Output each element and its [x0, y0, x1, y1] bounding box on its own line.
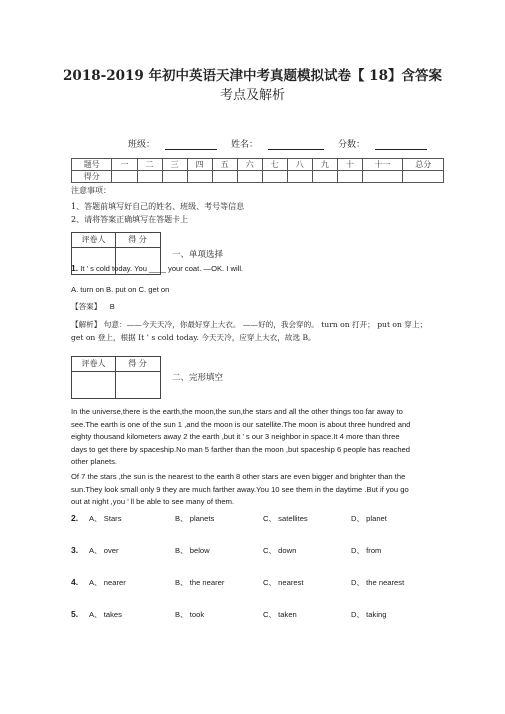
question-1-analysis [71, 319, 431, 344]
question-3: 3. A、 over B、 below C、 down D、 from [71, 545, 431, 577]
option-d[interactable]: D、 taking [351, 610, 387, 619]
analysis-text: 句意：——今天天冷，你最好穿上大衣。 ——好的，我会穿的。 turn on 打开； put on 穿上； get on 登上，根据 It ’ s cold today. 今天天冷，应穿上大衣，故选 B。 [71, 320, 428, 342]
question-1-answer [71, 301, 115, 314]
question-1 [71, 262, 243, 276]
question-2: 2. A、 Stars B、 planets C、 satellites D、 planet [71, 513, 431, 545]
score-table-header-cell: 一 [112, 159, 137, 171]
score-table-score-cell[interactable] [137, 171, 162, 183]
grade-label: 得 分 [128, 359, 147, 368]
analysis-label: 【解析】 [71, 320, 102, 329]
option-d[interactable]: D、 the nearest [351, 578, 405, 587]
option-a[interactable]: A、 over [89, 546, 119, 555]
score-table-header-cell: 五 [212, 159, 237, 171]
option-a[interactable]: A、 takes [89, 610, 122, 619]
score-table-score-label: 得分 [72, 171, 112, 183]
option-c[interactable]: C、 taken [263, 610, 297, 619]
class-label: 班级： [128, 140, 156, 150]
student-info-fields [128, 137, 427, 150]
score-table-score-cell[interactable] [237, 171, 262, 183]
answer-label: 【答案】 [71, 302, 102, 311]
grader-label: 评卷人 [72, 357, 116, 371]
option-c[interactable]: C、 down [263, 546, 297, 555]
passage-paragraph-1: In the universe,there is the earth,the moon,the sun,the stars and all the other things too far away to see.The earth is one of the sun 1 ,and the moon is our satellite.The moon is about three hundred and eighty thousand kilometers away 2 the earth ,but it ’ s our 3 neighbor in space.It 4 more than three days to get there by spaceship.No man 5 farther than the moon ,but spaceship 6 people has reached other planets. [71, 407, 411, 466]
section-2-title: 二、完形填空 [172, 373, 224, 383]
score-table-header-cell: 六 [237, 159, 262, 171]
option-b[interactable]: B、 below [175, 546, 210, 555]
score-table-score-cell[interactable] [112, 171, 137, 183]
question-1-text: It ’ s cold today. You ____ your coat. —OK. I will. [80, 264, 244, 273]
grader-box-2 [71, 356, 161, 399]
score-table-header-cell: 七 [262, 159, 287, 171]
notes-item-1: 1、答题前填写好自己的姓名、班级、考号等信息 [71, 202, 245, 211]
score-label: 分数： [338, 140, 366, 150]
score-table-header-cell: 八 [287, 159, 312, 171]
question-list [71, 513, 431, 641]
answer-value: B [109, 302, 115, 311]
score-table-header-cell: 三 [162, 159, 187, 171]
name-field[interactable] [268, 139, 324, 150]
page-subtitle: 考点及解析 [219, 88, 285, 103]
option-b[interactable]: B、 took [175, 610, 205, 619]
score-table-header-cell: 总分 [403, 159, 444, 171]
score-table-score-cell[interactable] [312, 171, 337, 183]
page-title: 2018-2019 年初中英语天津中考真题模拟试卷【 18】含答案 [63, 68, 442, 84]
question-5: 5. A、 takes B、 took C、 taken D、 taking [71, 609, 431, 641]
score-field[interactable] [375, 139, 427, 150]
score-table-header-cell: 二 [137, 159, 162, 171]
score-table-score-cell[interactable] [162, 171, 187, 183]
grade-label: 得 分 [128, 235, 147, 244]
score-table-header-cell: 四 [187, 159, 212, 171]
grader-label: 评卷人 [72, 233, 116, 247]
score-table-score-cell[interactable] [287, 171, 312, 183]
score-table-header-row [72, 159, 444, 171]
score-table-header-cell: 十一 [362, 159, 402, 171]
option-a[interactable]: A、 Stars [89, 514, 122, 523]
option-b[interactable]: B、 planets [175, 514, 215, 523]
score-table [71, 158, 444, 183]
passage-paragraph-2: Of 7 the stars ,the sun is the nearest to the earth 8 other stars are even bigger and brighter than the sun.They look small only 9 they are much farther away.You 10 see them in the daytime .But if you go out at night ,you ’ ll be able to see many of them. [71, 472, 409, 506]
notes-heading: 注意事项： [71, 186, 111, 195]
score-table-header-cell: 九 [312, 159, 337, 171]
option-c[interactable]: C、 nearest [263, 578, 304, 587]
name-label: 姓名： [231, 140, 259, 150]
section-1-title: 一、单项选择 [172, 250, 224, 260]
score-table-score-cell[interactable] [187, 171, 212, 183]
option-b[interactable]: B、 the nearer [175, 578, 225, 587]
score-table-header-label: 题号 [72, 159, 112, 171]
score-table-score-cell[interactable] [362, 171, 402, 183]
score-table-score-row [72, 171, 444, 183]
score-table-score-cell[interactable] [403, 171, 444, 183]
option-c[interactable]: C、 satellites [263, 514, 308, 523]
class-field[interactable] [165, 139, 217, 150]
score-table-header-cell: 十 [337, 159, 362, 171]
question-1-options: A. turn on B. put on C. get on [71, 285, 170, 294]
question-4: 4. A、 nearer B、 the nearer C、 nearest D、 the nearest [71, 577, 431, 609]
option-d[interactable]: D、 from [351, 546, 382, 555]
question-1-number: 1. [71, 263, 79, 273]
score-table-score-cell[interactable] [337, 171, 362, 183]
option-a[interactable]: A、 nearer [89, 578, 126, 587]
score-table-score-cell[interactable] [212, 171, 237, 183]
score-table-score-cell[interactable] [262, 171, 287, 183]
option-d[interactable]: D、 planet [351, 514, 387, 523]
notes-item-2: 2、请将答案正确填写在答题卡上 [71, 215, 189, 224]
